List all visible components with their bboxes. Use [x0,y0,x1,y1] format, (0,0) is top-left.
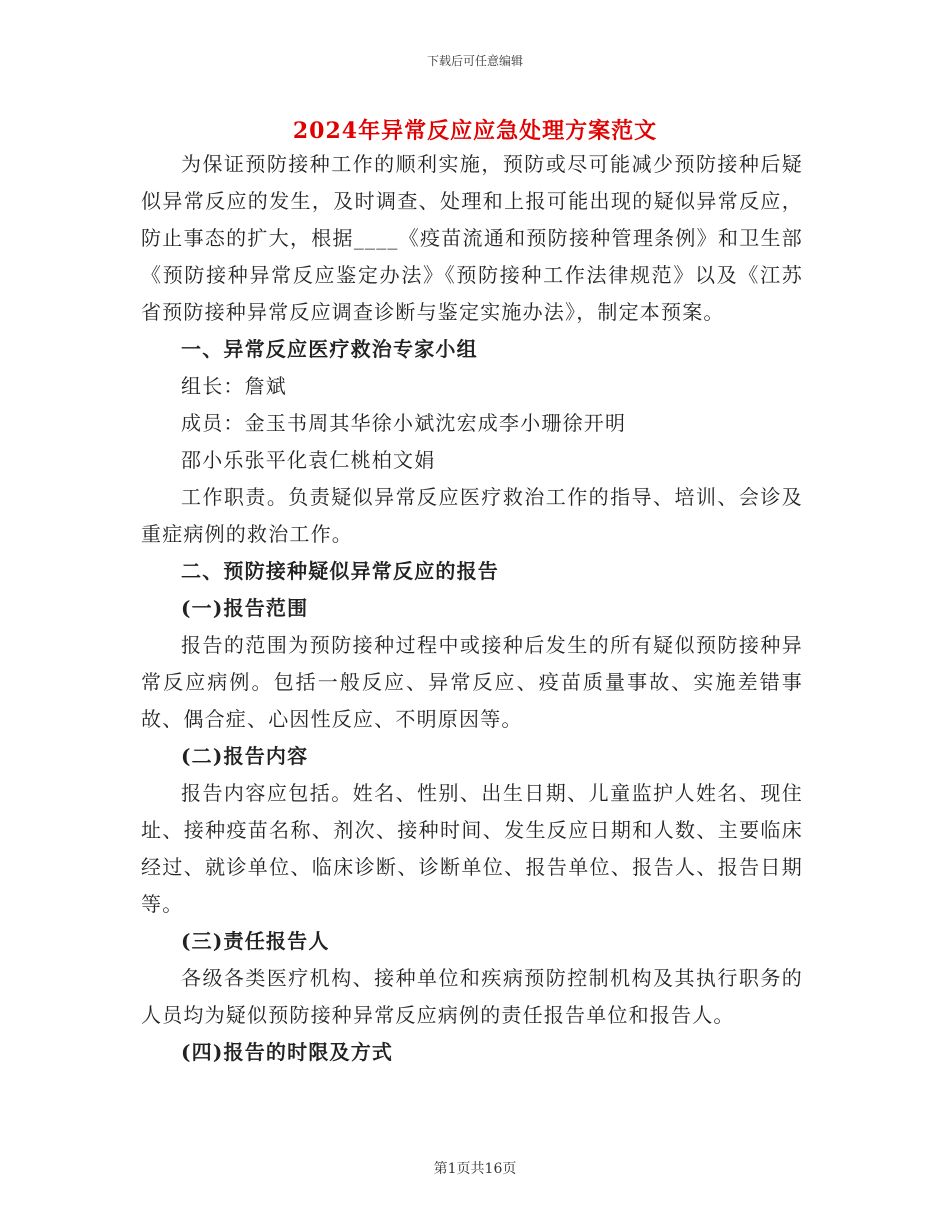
page-header-note: 下载后可任意编辑 [426,54,523,68]
intro-paragraph: 为保证预防接种工作的顺利实施，预防或尽可能减少预防接种后疑似异常反应的发生，及时调查、处理和上报可能出现的疑似异常反应，防止事态的扩大，根据____《疫苗流通和预防接种管理条例》和卫生部《预防接种异常反应鉴定办法》《预防接种工作法律规范》以及《江苏省预防接种异常反应调查诊断与鉴定实施办法》，制定本预案。 [141,152,803,324]
document-title: 2024年异常反应应急处理方案范文 [292,118,658,144]
team-members-line: 成员：金玉书周其华徐小斌沈宏成李小珊徐开明 [181,411,627,435]
page-number: 第1页共16页 [433,1161,517,1177]
content-paragraph: 报告内容应包括。姓名、性别、出生日期、儿童监护人姓名、现住址、接种疫苗名称、剂次、接种时间、发生反应日期和人数、主要临床经过、就诊单位、临床诊断、诊断单位、报告单位、报告人、报告日期等。 [141,781,803,916]
section-heading-2: 二、预防接种疑似异常反应的报告 [181,559,499,583]
subheading-scope: (一)报告范围 [181,596,309,620]
subheading-time-method: (四)报告的时限及方式 [181,1040,394,1064]
scope-paragraph: 报告的范围为预防接种过程中或接种后发生的所有疑似预防接种异常反应病例。包括一般反应、异常反应、疫苗质量事故、实施差错事故、偶合症、心因性反应、不明原因等。 [141,633,803,731]
team-members-line-2: 邵小乐张平化袁仁桃柏文娟 [181,448,436,472]
reporter-paragraph: 各级各类医疗机构、接种单位和疾病预防控制机构及其执行职务的人员均为疑似预防接种异常反应病例的责任报告单位和报告人。 [141,966,803,1027]
duty-paragraph: 工作职责。负责疑似异常反应医疗救治工作的指导、培训、会诊及重症病例的救治工作。 [141,485,803,546]
section-heading-1: 一、异常反应医疗救治专家小组 [181,337,478,361]
team-leader-line: 组长：詹斌 [181,374,287,398]
document-body [141,146,803,1071]
subheading-content: (二)报告内容 [181,744,309,768]
subheading-reporter: (三)责任报告人 [181,929,330,953]
